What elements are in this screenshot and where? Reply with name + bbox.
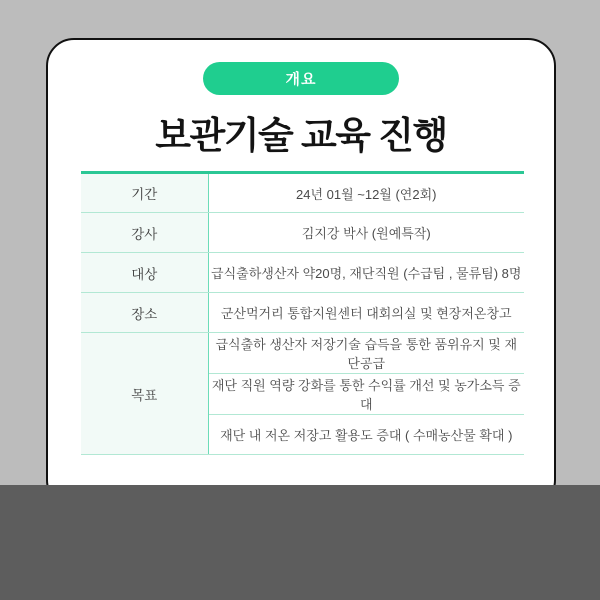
- row-value-instructor: 김지강 박사 (원예특작): [208, 213, 524, 253]
- table-row-goal: [81, 333, 524, 374]
- row-label-instructor: 강사: [81, 213, 208, 253]
- table-row-period: [81, 173, 524, 213]
- row-label-goal: 목표: [81, 333, 208, 455]
- row-label-location: 장소: [81, 293, 208, 333]
- overview-badge-label: 개요: [285, 71, 317, 88]
- row-value-target: 급식출하생산자 약20명, 재단직원 (수급팀 , 물류팀) 8명: [208, 253, 524, 293]
- row-value-period: 24년 01월 ~12월 (연2회): [208, 173, 524, 213]
- bottom-bar: [0, 485, 600, 600]
- table-row-instructor: [81, 213, 524, 253]
- row-value-goal-2: 재단 직원 역량 강화를 통한 수익률 개선 및 농가소득 증대: [208, 374, 524, 415]
- row-label-period: 기간: [81, 173, 208, 213]
- row-label-target: 대상: [81, 253, 208, 293]
- row-value-goal-1: 급식출하 생산자 저장기술 습득을 통한 품위유지 및 재단공급: [208, 333, 524, 374]
- table-row-location: [81, 293, 524, 333]
- overview-table: [81, 171, 524, 455]
- page-title: 보관기술 교육 진행: [155, 115, 447, 156]
- overview-badge: [203, 62, 399, 95]
- content-card: [46, 38, 556, 508]
- row-value-goal-3: 재단 내 저온 저장고 활용도 증대 ( 수매농산물 확대 ): [208, 415, 524, 455]
- table-row-target: [81, 253, 524, 293]
- row-value-location: 군산먹거리 통합지원센터 대회의실 및 현장저온창고: [208, 293, 524, 333]
